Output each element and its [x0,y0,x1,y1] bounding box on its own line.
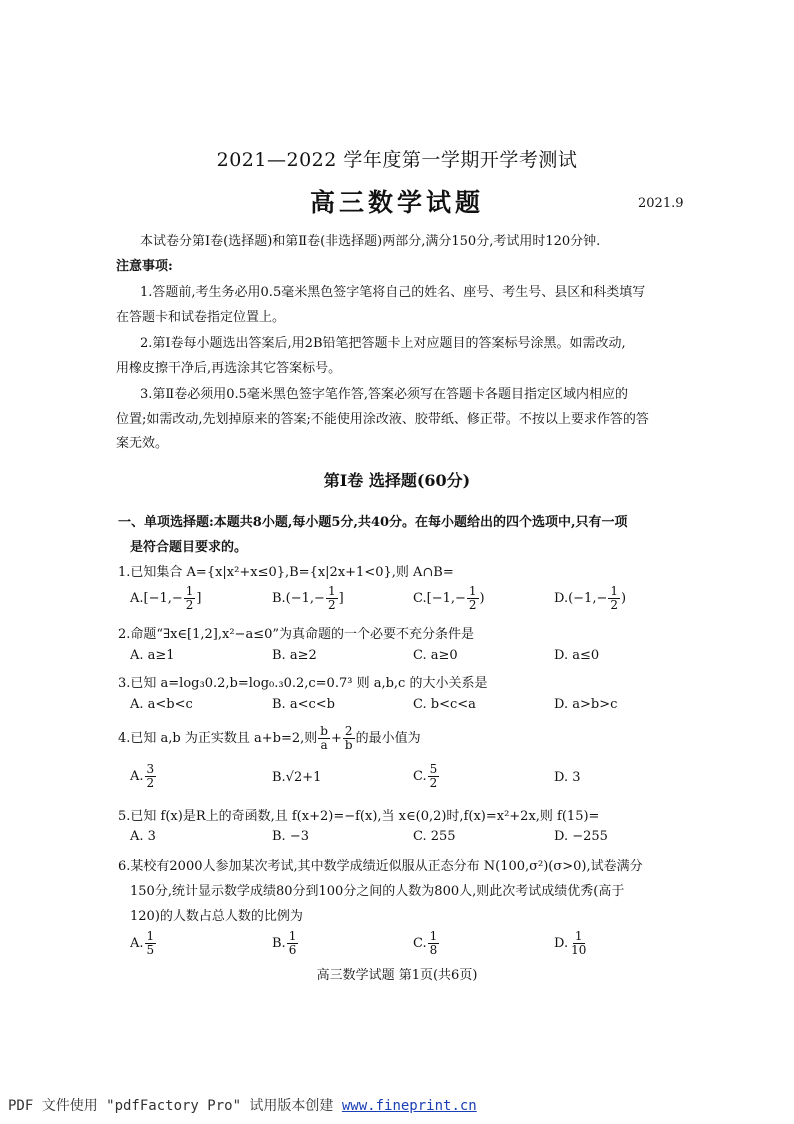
question-1-stem: 1.已知集合 A={x|x²+x≤0},B={x|2x+1<0},则 A∩B= [118,565,454,580]
q4-option-b: B.√2+1 [272,770,322,785]
exam-date: 2021.9 [638,196,684,211]
question-5-stem: 5.已知 f(x)是R上的奇函数,且 f(x+2)=−f(x),当 x∈(0,2)时,f(x)=x²+2x,则 f(15)= [118,809,600,824]
part1-instruction-line-2: 是符合题目要求的。 [130,540,248,555]
fraction: $\frac{1}{5}$ [146,929,155,957]
fineprint-link[interactable]: www.fineprint.cn [341,1098,477,1114]
fraction: $\frac{3}{2}$ [146,762,155,790]
question-6-line-2: 150分,统计显示数学成绩80分到100分之间的人数为800人,则此次考试成绩优秀(高于 [130,884,625,899]
q6-option-a: A. $\frac{1}{5}$ [130,929,155,957]
fraction: $\frac{1}{2}$ [327,584,336,612]
q3-option-a: A. a<b<c [130,697,193,712]
q6-option-c: C. $\frac{1}{8}$ [413,929,438,957]
fraction: $\frac{1}{6}$ [288,929,297,957]
q3-option-b: B. a<c<b [272,697,335,712]
q1-option-c: C.[−1,− $\frac{1}{2}$ ) [413,584,485,612]
question-3-stem: 3.已知 a=log₃0.2,b=log₀.₃0.2,c=0.7³ 则 a,b,c 的大小关系是 [118,676,488,691]
q5-option-c: C. 255 [413,829,456,844]
q6-option-d: D. $\frac{1}{10}$ [554,929,587,957]
question-6-line-3: 120)的人数占总人数的比例为 [130,909,303,924]
fraction: $\frac{b}{a}$ [320,724,328,752]
q4-option-d: D. 3 [554,770,581,785]
page-footer: 高三数学试题 第1页(共6页) [316,968,478,983]
pdf-watermark-note: PDF 文件使用 "pdfFactory Pro" 试用版本创建 www.fineprint.cn [8,1098,477,1114]
q3-option-d: D. a>b>c [554,697,618,712]
question-2-stem: 2.命题“∃x∈[1,2],x²−a≤0”为真命题的一个必要不充分条件是 [118,627,475,642]
fraction: $\frac{1}{8}$ [429,929,438,957]
note-1-line-2: 在答题卡和试卷指定位置上。 [116,310,286,325]
note-2-line-2: 用橡皮擦干净后,再选涂其它答案标号。 [116,361,342,376]
q2-option-d: D. a≤0 [554,648,600,663]
fraction: $\frac{1}{2}$ [468,584,477,612]
q5-option-a: A. 3 [130,829,156,844]
note-3-line-3: 案无效。 [116,436,169,451]
q4-option-a: A. $\frac{3}{2}$ [130,762,155,790]
question-6-line-1: 6.某校有2000人参加某次考试,其中数学成绩近似服从正态分布 N(100,σ²)(σ>0),试卷满分 [118,859,643,874]
part1-instruction-line-1: 一、单项选择题:本题共8小题,每小题5分,共40分。在每小题给出的四个选项中,只有一项 [118,515,628,530]
fraction: $\frac{1}{2}$ [610,584,618,612]
q2-option-a: A. a≥1 [130,648,175,663]
q5-option-d: D. −255 [554,829,608,844]
q5-option-b: B. −3 [272,829,309,844]
note-1-line-1: 1.答题前,考生务必用0.5毫米黑色签字笔将自己的姓名、座号、考生号、县区和科类填写 [140,285,646,300]
section-title: 第Ⅰ卷 选择题(60分) [323,471,471,490]
q4-option-c: C. $\frac{5}{2}$ [413,762,438,790]
q1-option-a: A.[−1,− $\frac{1}{2}$ ] [130,584,202,612]
fraction: $\frac{1}{2}$ [185,584,194,612]
fraction: $\frac{5}{2}$ [429,762,438,790]
note-3-line-2: 位置;如需改动,先划掉原来的答案;不能使用涂改液、胶带纸、修正带。不按以上要求作答的答 [116,412,649,427]
fraction: $\frac{2}{b}$ [344,724,353,752]
question-4-stem: 4.已知 a,b 为正实数且 a+b=2,则 $\frac{b}{a}$ + $\frac{2}{b}$ 的最小值为 [118,724,421,752]
intro-text: 本试卷分第Ⅰ卷(选择题)和第Ⅱ卷(非选择题)两部分,满分150分,考试用时120分钟. [140,234,601,249]
notes-heading: 注意事项: [116,259,173,274]
subject-title: 高三数学试题 [309,188,484,217]
note-2-line-1: 2.第Ⅰ卷每小题选出答案后,用2B铅笔把答题卡上对应题目的答案标号涂黑。如需改动, [140,336,626,351]
fraction: $\frac{1}{10}$ [571,929,587,957]
q3-option-c: C. b<c<a [413,697,476,712]
note-3-line-1: 3.第Ⅱ卷必须用0.5毫米黑色签字笔作答,答案必须写在答题卡各题目指定区域内相应的 [140,387,629,402]
q1-option-b: B.(−1,− $\frac{1}{2}$ ] [272,584,344,612]
q6-option-b: B. $\frac{1}{6}$ [272,929,297,957]
q2-option-b: B. a≥2 [272,648,317,663]
exam-title: 2021—2022 学年度第一学期开学考测试 [216,149,578,171]
q1-option-d: D.(−1,− $\frac{1}{2}$ ) [554,584,627,612]
q2-option-c: C. a≥0 [413,648,458,663]
